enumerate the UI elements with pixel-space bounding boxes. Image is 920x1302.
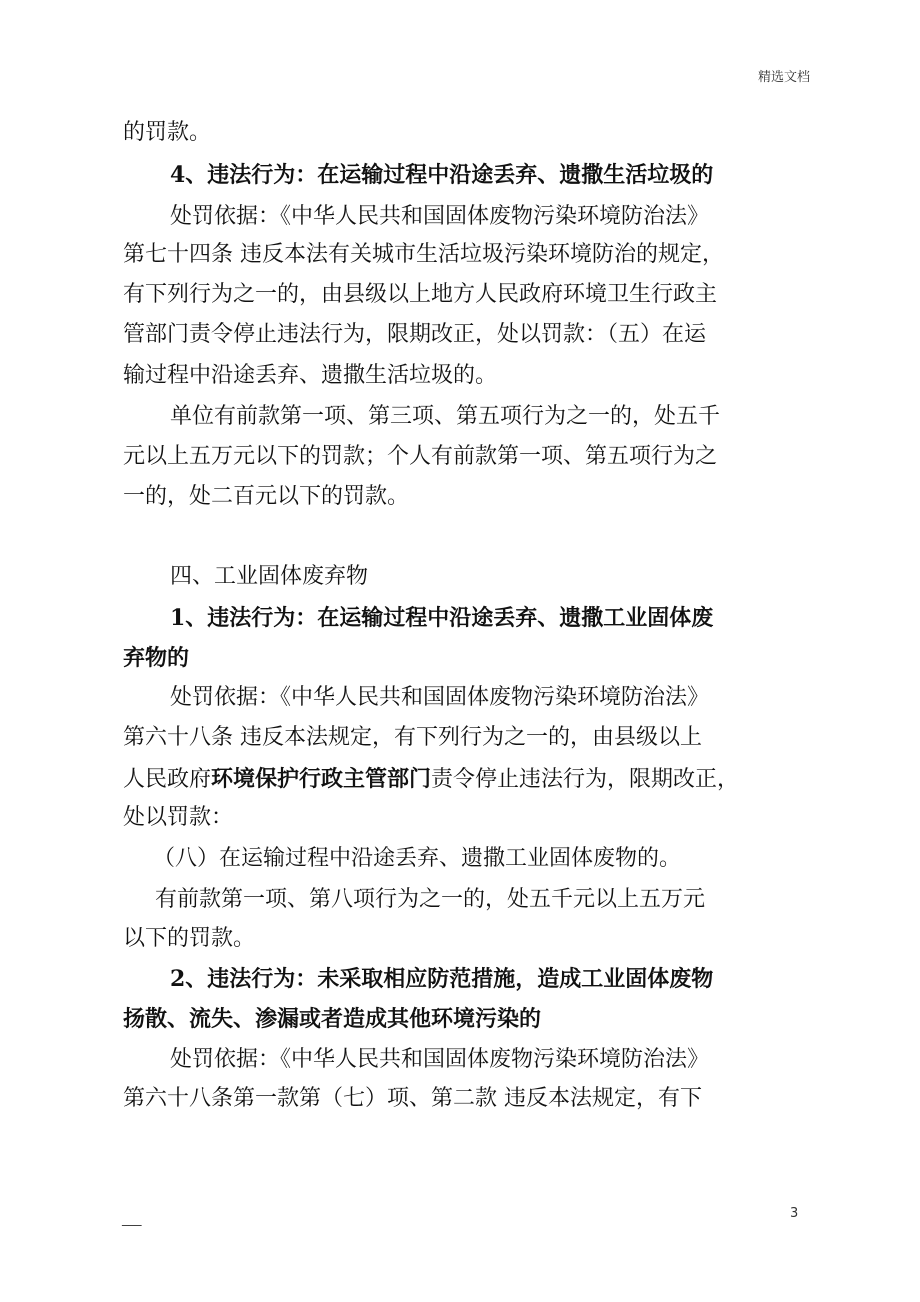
text-line: 第六十八条 违反本法规定，有下列行为之一的，由县级以上 bbox=[123, 725, 702, 750]
text-line: 有前款第一项、第八项行为之一的，处五千元以上五万元 bbox=[155, 887, 706, 912]
item-heading: 4、违法行为：在运输过程中沿途丢弃、遗撒生活垃圾的 bbox=[170, 162, 714, 188]
text-line: 一的，处二百元以下的罚款。 bbox=[123, 484, 410, 509]
text-line: 输过程中沿途丢弃、遗撒生活垃圾的。 bbox=[123, 363, 498, 388]
text-line: 处罚依据：《中华人民共和国固体废物污染环境防治法》 bbox=[170, 685, 710, 710]
footer-dash: ___ bbox=[122, 1212, 142, 1227]
text-line: 以下的罚款。 bbox=[123, 926, 256, 951]
text-line: 单位有前款第一项、第三项、第五项行为之一的，处五千 bbox=[170, 404, 721, 429]
item-heading: 扬散、流失、渗漏或者造成其他环境污染的 bbox=[123, 1006, 542, 1032]
text-line: 处罚依据：《中华人民共和国固体废物污染环境防治法》 bbox=[170, 204, 710, 229]
text-line: 管部门责令停止违法行为，限期改正，处以罚款：（五）在运 bbox=[123, 322, 707, 347]
bold-fragment: 环境保护行政主管部门 bbox=[211, 766, 432, 792]
item-heading: 弃物的 bbox=[123, 645, 190, 671]
text-line: 的罚款。 bbox=[123, 120, 212, 145]
text-line: 有下列行为之一的，由县级以上地方人民政府环境卫生行政主 bbox=[123, 282, 718, 307]
text-line: 第六十八条第一款第（七）项、第二款 违反本法规定，有下 bbox=[123, 1086, 702, 1111]
header-label: 精选文档 bbox=[757, 70, 810, 85]
text-line: 处罚依据：《中华人民共和国固体废物污染环境防治法》 bbox=[170, 1047, 710, 1072]
section-heading: 四、工业固体废弃物 bbox=[170, 564, 369, 589]
text-line: 处以罚款： bbox=[123, 805, 234, 830]
text-fragment: 责令停止违法行为，限期改正， bbox=[431, 767, 740, 792]
item-heading: 1、违法行为：在运输过程中沿途丢弃、遗撒工业固体废 bbox=[170, 605, 714, 631]
text-line bbox=[123, 764, 739, 795]
page-number: 3 bbox=[790, 1206, 799, 1221]
item-heading: 2、违法行为：未采取相应防范措施，造成工业固体废物 bbox=[170, 966, 714, 992]
text-fragment: 人民政府 bbox=[123, 767, 212, 792]
text-line: （八）在运输过程中沿途丢弃、遗撒工业固体废物的。 bbox=[153, 846, 682, 871]
text-line: 元以上五万元以下的罚款；个人有前款第一项、第五项行为之 bbox=[123, 444, 718, 469]
text-line: 第七十四条 违反本法有关城市生活垃圾污染环境防治的规定， bbox=[123, 242, 724, 267]
